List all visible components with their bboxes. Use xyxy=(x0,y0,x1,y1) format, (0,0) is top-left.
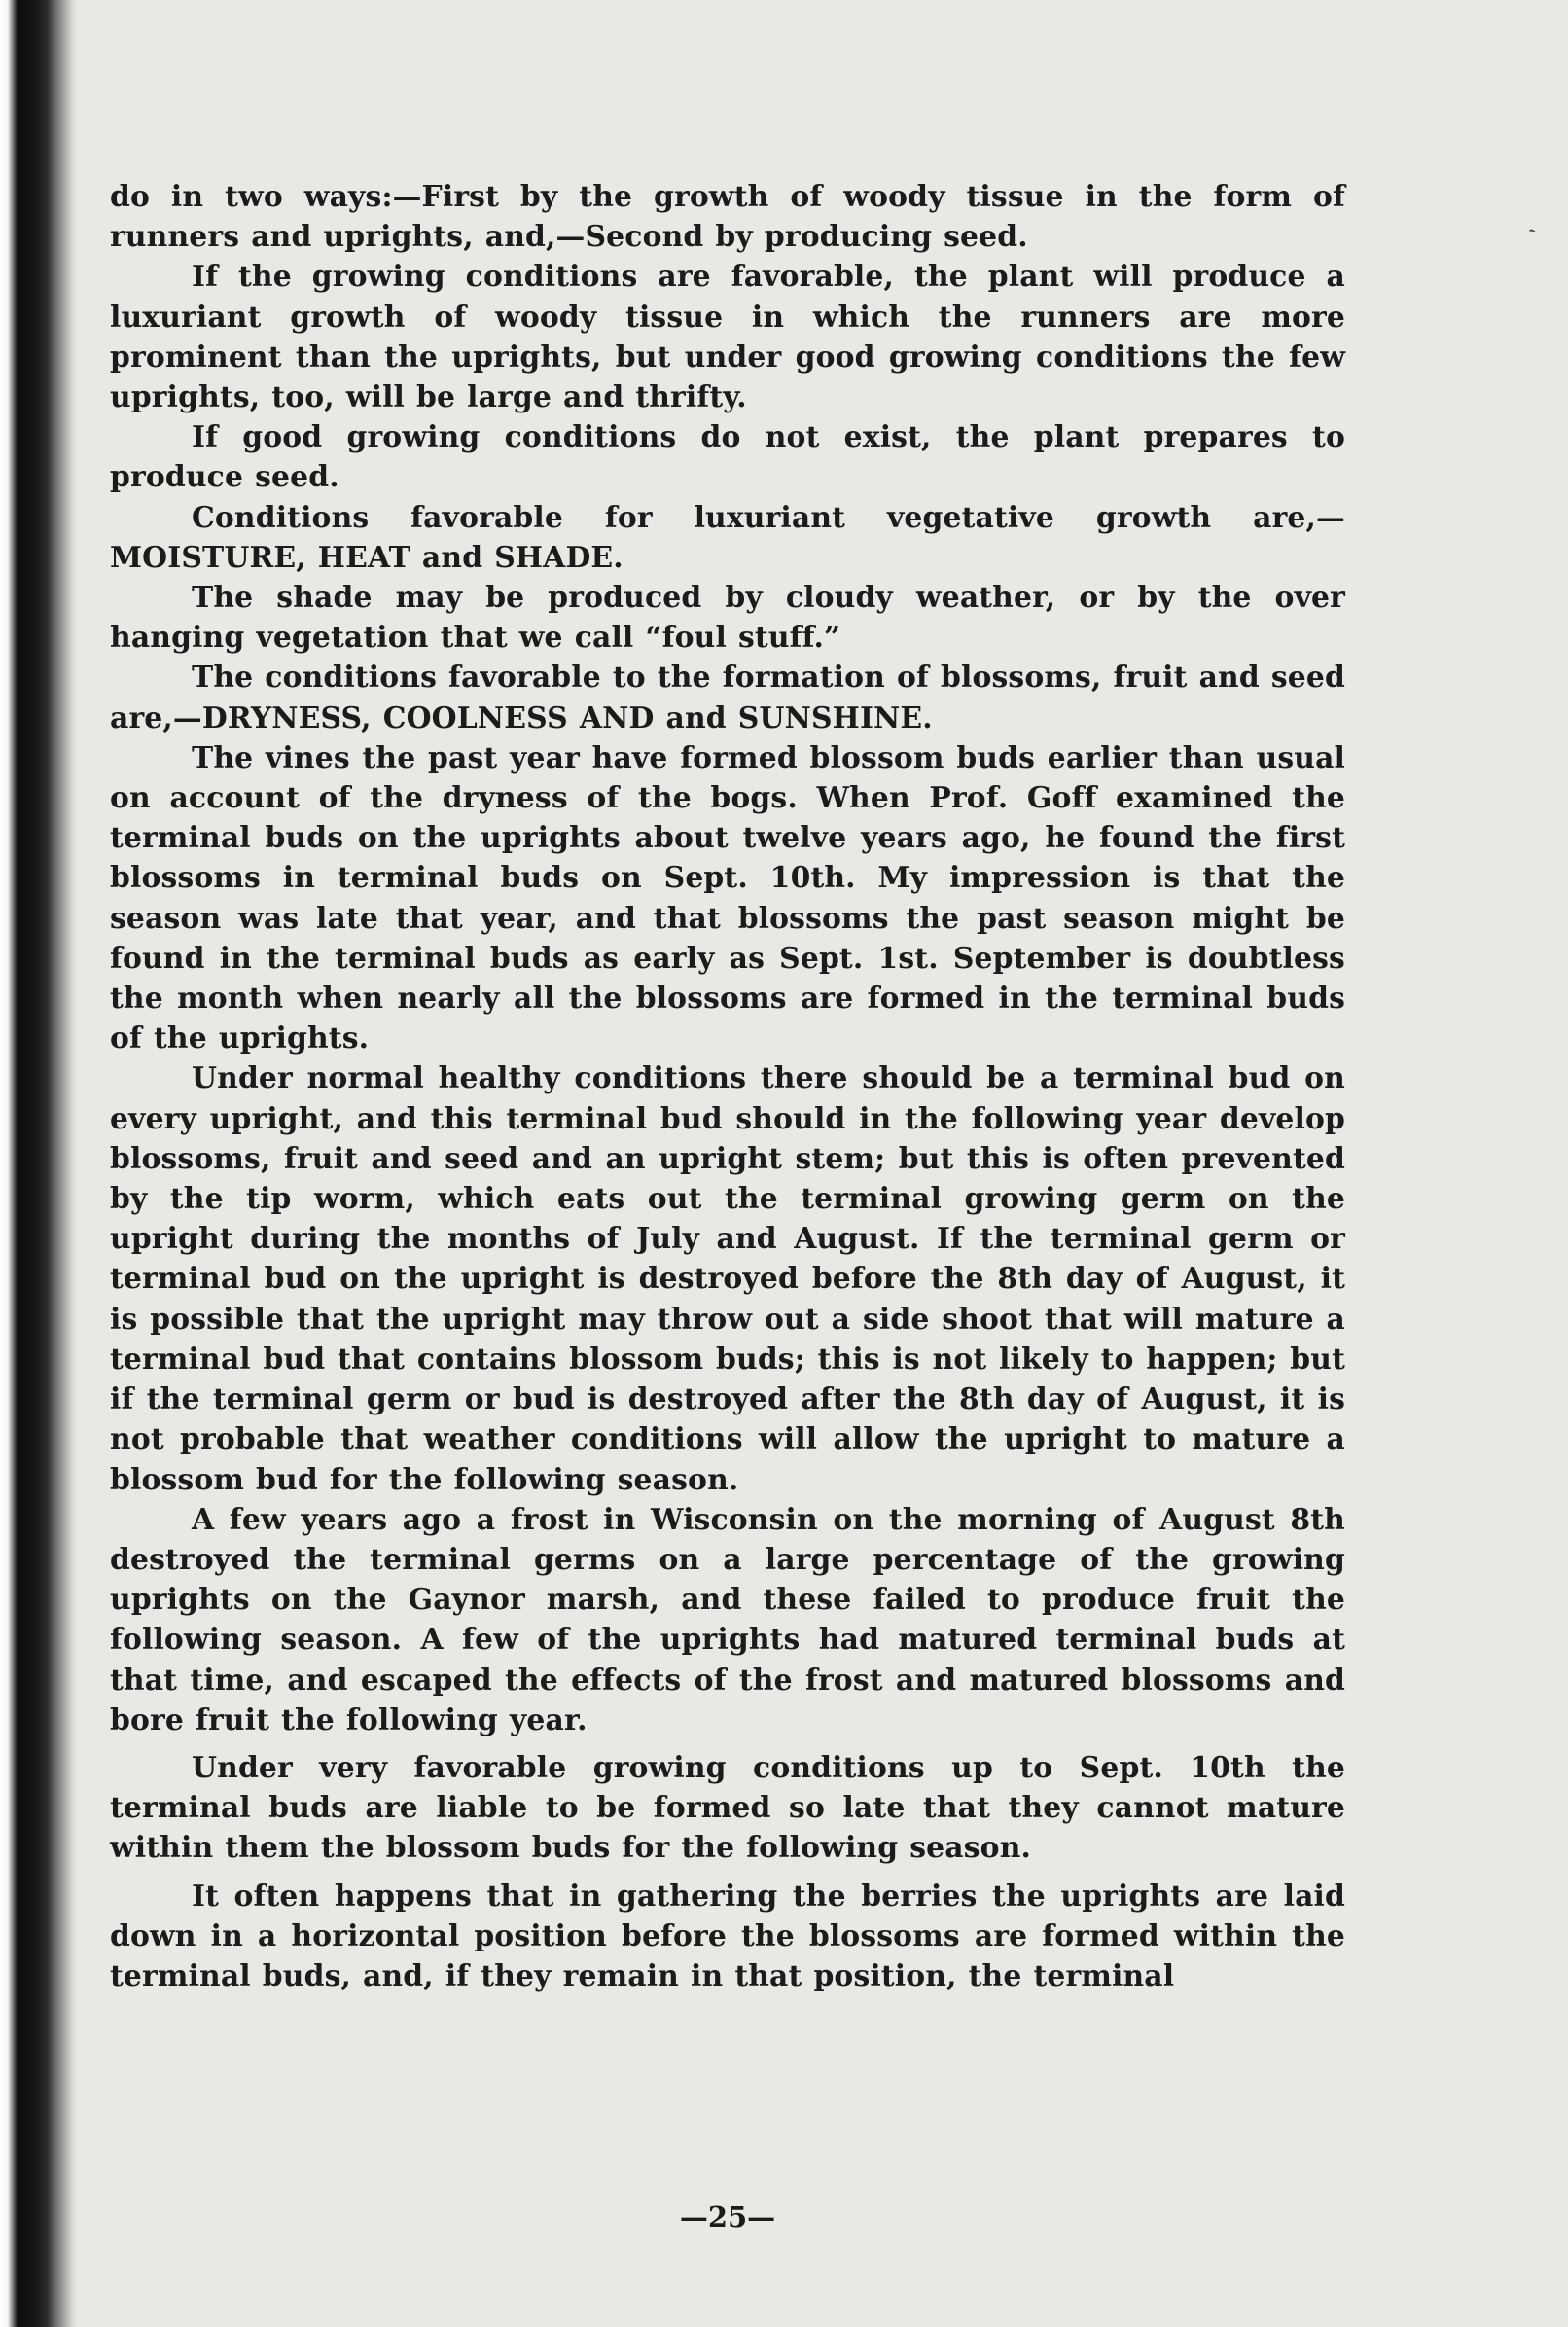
paragraph-4: Conditions favorable for luxuriant vegetative growth are,—MOISTURE, HEAT and SHADE. xyxy=(110,500,1345,575)
paragraph-6: The conditions favorable to the formation of blossoms, fruit and seed are,—DRYNESS, COOLNESS AND and SUNSHINE. xyxy=(110,661,1345,735)
page-body xyxy=(110,177,1345,2234)
paragraph-11: It often happens that in gathering the berries the uprights are laid down in a horizontal position before the blossoms are formed within the terminal buds, and, if they remain in that position, the terminal xyxy=(110,1879,1345,1993)
paragraph-8: Under normal healthy conditions there should be a terminal bud on every upright, and this terminal bud should in the following year develop blossoms, fruit and seed and an upright stem; but this is often prevented by the tip worm, which eats out the terminal growing germ on the upright during the months of July and August. If the terminal germ or terminal bud on the upright is destroyed before the 8th day of August, it is possible that the upright may throw out a side shoot that will mature a terminal bud that contains blossom buds; this is not likely to happen; but if the terminal germ or bud is destroyed after the 8th day of August, it is not probable that weather conditions will allow the upright to mature a blossom bud for the following season. xyxy=(110,1061,1345,1497)
paragraph-1: do in two ways:—First by the growth of woody tissue in the form of runners and uprights, and,—Second by producing seed. xyxy=(110,180,1345,255)
paragraph-3: If good growing conditions do not exist, the plant prepares to produce seed. xyxy=(110,420,1345,495)
stray-mark: ˏ xyxy=(1515,205,1538,236)
paragraph-2: If the growing conditions are favorable, the plant will produce a luxuriant growth of woody tissue in which the runners are more prominent than the uprights, but under good growing conditions the few uprights, too, will be large and thrifty. xyxy=(110,260,1345,415)
paragraph-10: Under very favorable growing conditions up to Sept. 10th the terminal buds are liable to be formed so late that they cannot mature within them the blossom buds for the following season. xyxy=(110,1750,1345,1866)
paragraph-7: The vines the past year have formed blossom buds earlier than usual on account of the dryness of the bogs. When Prof. Goff examined the terminal buds on the uprights about twelve years ago, he found the first blossoms in terminal buds on Sept. 10th. My impression is that the season was late that year, and that blossoms the past season might be found in the terminal buds as early as Sept. 1st. September is doubtless the month when nearly all the blossoms are formed in the terminal buds of the uprights. xyxy=(110,740,1345,1056)
book-binding-edge xyxy=(0,0,78,2327)
paragraph-9: A few years ago a frost in Wisconsin on the morning of August 8th destroyed the terminal germs on a large percentage of the growing uprights on the Gaynor marsh, and these failed to produce fruit the following season. A few of the uprights had matured terminal buds at that time, and escaped the effects of the frost and matured blossoms and bore fruit the following year. xyxy=(110,1502,1345,1737)
page-number: —25— xyxy=(679,2201,776,2234)
paragraph-5: The shade may be produced by cloudy weather, or by the over hanging vegetation that we call “foul stuff.” xyxy=(110,581,1345,656)
